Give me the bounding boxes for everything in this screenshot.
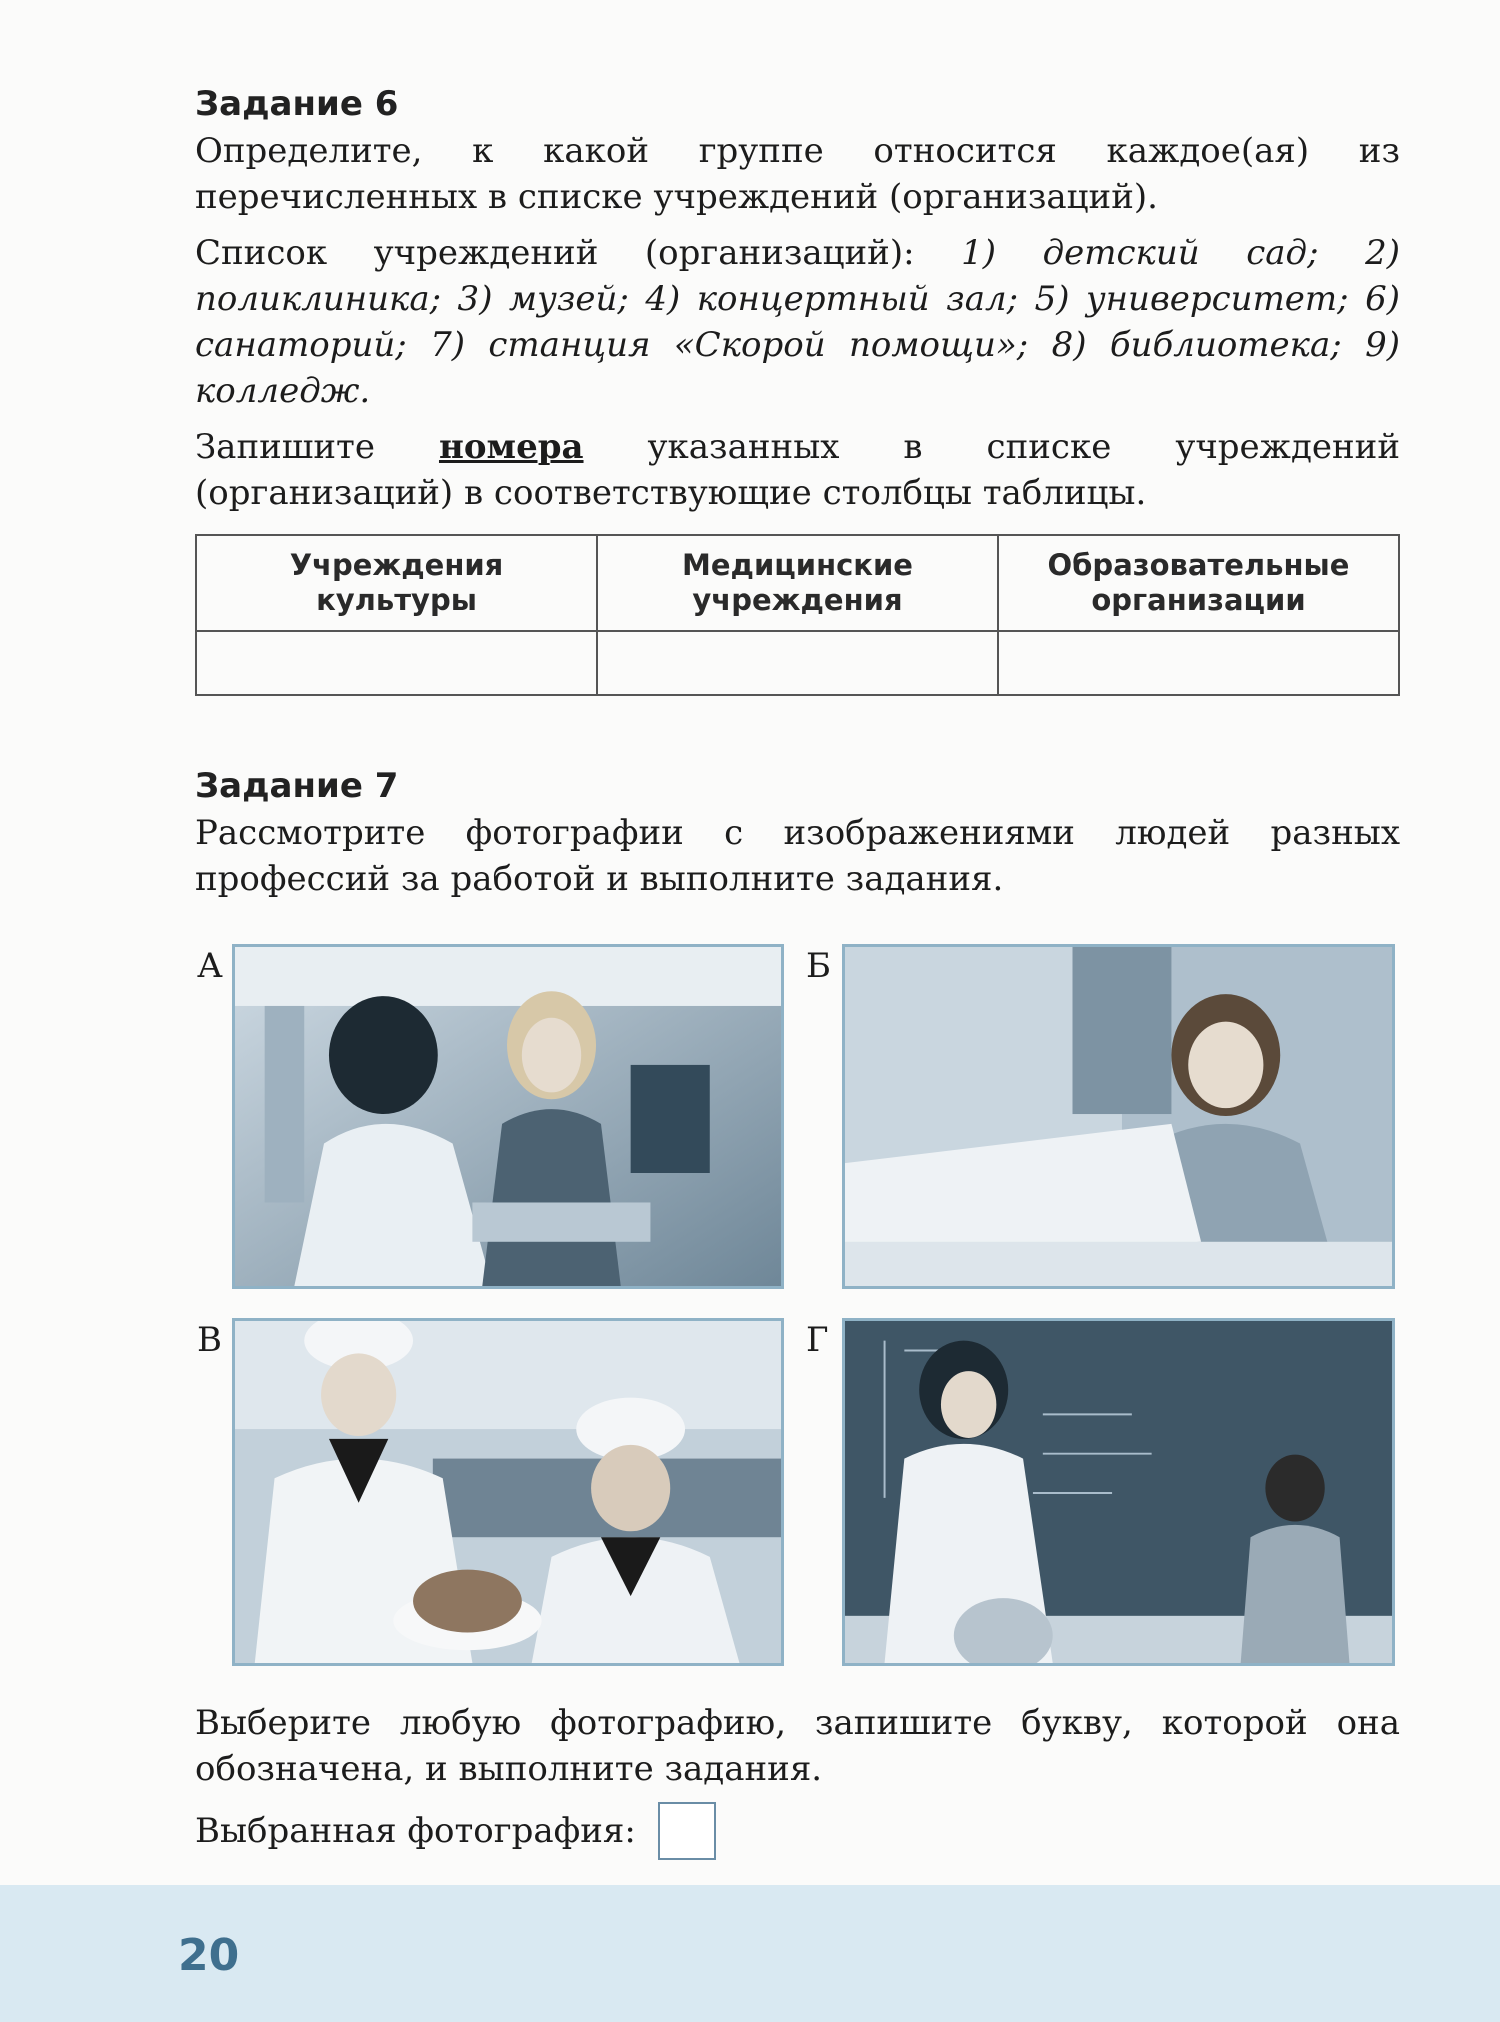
write-prefix: Запишите [195,427,375,467]
column-culture: Учреждения культуры [196,535,597,631]
task6-instruction: Определите, к какой группе относится каждое(ая) из перечисленных в списке учреждений (организаций). [195,131,1400,217]
teacher-icon [845,1321,1392,1663]
write-suffix: указанных в списке учреждений (организаций) в соответствующие столбцы таблицы. [195,427,1400,513]
selected-photo-label: Выбранная фотография: [195,1811,636,1851]
choose-instruction: Выберите любую фотографию, запишите букву, которой она обозначена, и выполните задания. [195,1703,1400,1789]
column-education: Образовательные организации [998,535,1399,631]
confectioners-icon [235,1321,781,1663]
write-underlined: номера [438,427,584,467]
photo-label-g: Г [806,1320,829,1360]
photo-label-a: А [197,946,223,986]
column-medical: Медицинские учреждения [597,535,998,631]
photo-g[interactable] [842,1318,1395,1666]
answer-table-header-row [196,535,1399,631]
answer-cell-education[interactable] [998,631,1399,695]
task6-list-items: 1) детский сад; 2) поликлиника; 3) музей; 4) концертный зал; 5) университет; 6) санаторий; 7) станция «Скорой помощи»; 8) библиотека; 9) колледж. [195,233,1400,411]
task7-heading: Задание 7 [195,766,399,806]
photo-b[interactable] [842,944,1395,1289]
choose-section [195,1700,1400,1860]
photo-a[interactable] [232,944,784,1289]
answer-cell-medical[interactable] [597,631,998,695]
answer-cell-culture[interactable] [196,631,597,695]
task7-instruction: Рассмотрите фотографии с изображениями людей разных профессий за работой и выполните задания. [195,813,1400,899]
page-number: 20 [178,1930,240,1981]
photo-label-b: Б [806,946,831,986]
selected-photo-box[interactable] [658,1802,716,1860]
task6-write-instruction [195,424,1400,516]
answer-table [195,534,1400,696]
photo-v[interactable] [232,1318,784,1666]
sales-assistant-icon [235,947,781,1286]
selected-photo-row [195,1802,1400,1860]
task6-list [195,230,1400,414]
task6-section [195,80,1400,696]
photo-label-v: В [197,1320,222,1360]
seamstress-icon [845,947,1392,1286]
answer-table-row [196,631,1399,695]
task7-section [195,762,1400,912]
task6-list-intro: Список учреждений (организаций): [195,233,915,273]
task6-heading: Задание 6 [195,84,399,124]
